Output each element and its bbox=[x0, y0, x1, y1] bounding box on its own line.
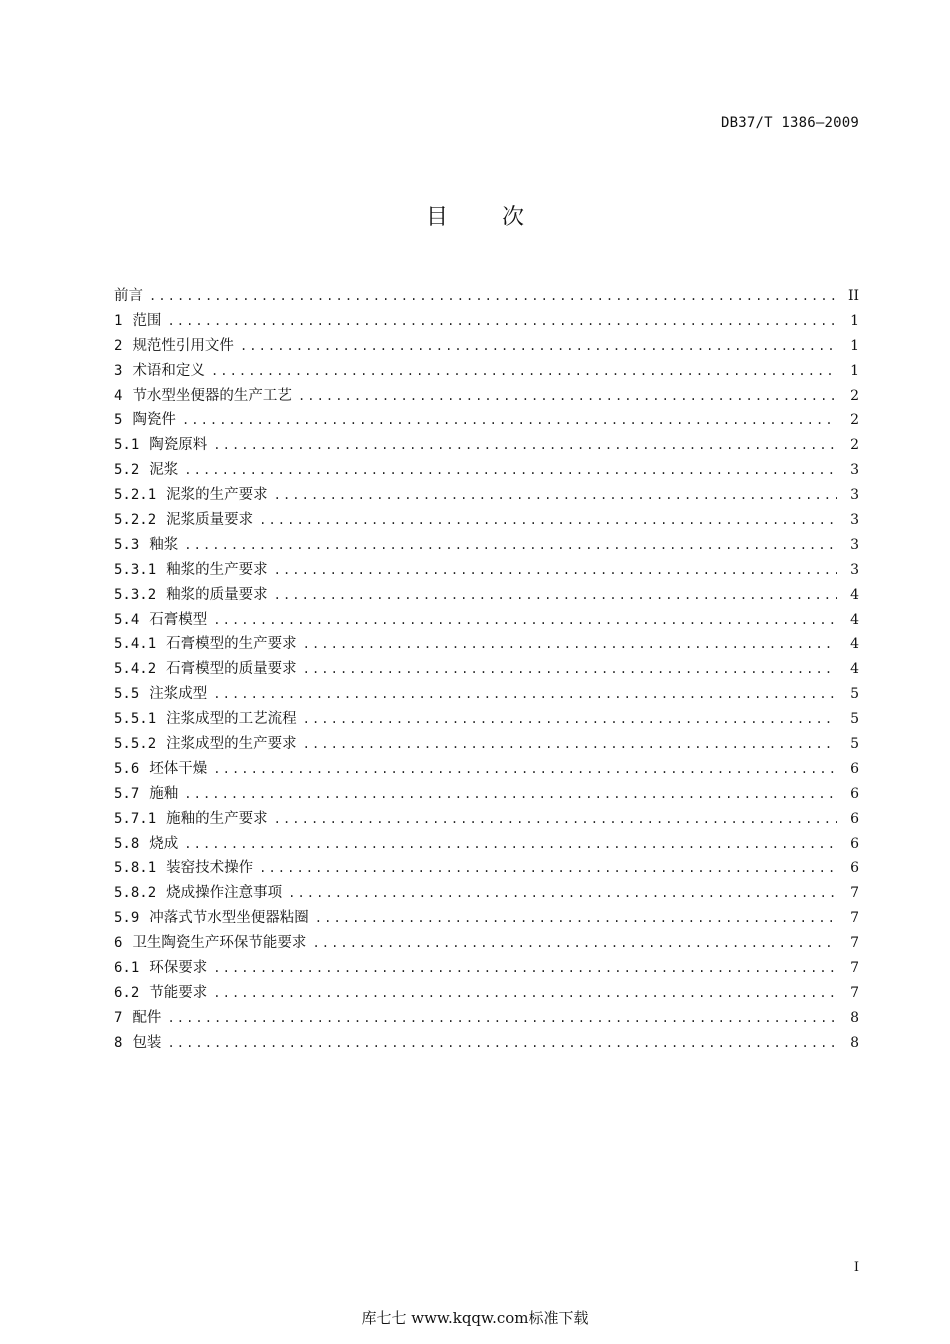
toc-entry[interactable] bbox=[114, 981, 859, 1006]
toc-dot-leader bbox=[213, 613, 837, 627]
toc-entry-number: 6.2 bbox=[114, 984, 140, 1001]
toc-entry-number: 2 bbox=[114, 337, 123, 354]
toc-dot-leader bbox=[213, 438, 837, 452]
toc-entry[interactable] bbox=[114, 807, 859, 832]
toc-entry-page: 1 bbox=[850, 337, 859, 354]
toc-entry-label: 釉浆的生产要求 bbox=[166, 561, 268, 578]
toc-entry-label: 石膏模型 bbox=[149, 611, 208, 628]
toc-entry-number: 5.2.1 bbox=[114, 487, 157, 504]
toc-dot-leader bbox=[315, 911, 837, 925]
toc-entry-page: 6 bbox=[850, 835, 859, 852]
toc-dot-leader bbox=[213, 762, 837, 776]
toc-entry[interactable] bbox=[114, 657, 859, 682]
toc-entry[interactable] bbox=[114, 359, 859, 384]
toc-entry-number: 5.8.1 bbox=[114, 860, 157, 877]
toc-dot-leader bbox=[274, 588, 837, 602]
toc-entry-number: 5.8.2 bbox=[114, 885, 157, 902]
toc-entry[interactable] bbox=[114, 956, 859, 981]
toc-entry[interactable] bbox=[114, 309, 859, 334]
toc-dot-leader bbox=[184, 463, 837, 477]
toc-entry[interactable] bbox=[114, 1031, 859, 1056]
toc-entry-page: 1 bbox=[850, 312, 859, 329]
toc-entry-page: 1 bbox=[850, 362, 859, 379]
toc-dot-leader bbox=[259, 513, 837, 527]
toc-entry-label: 装窑技术操作 bbox=[166, 860, 254, 877]
toc-entry-number: 5.5.2 bbox=[114, 736, 157, 753]
toc-entry[interactable] bbox=[114, 284, 859, 309]
toc-entry-label: 前言 bbox=[114, 288, 143, 304]
toc-entry-label: 配件 bbox=[132, 1009, 162, 1026]
toc-dot-leader bbox=[167, 1011, 837, 1025]
toc-entry-number: 5.6 bbox=[114, 760, 140, 777]
toc-entry-number: 5.3.2 bbox=[114, 586, 157, 603]
toc-entry-number: 5.1 bbox=[114, 437, 140, 454]
toc-entry[interactable] bbox=[114, 433, 859, 458]
toc-entry-label: 石膏模型的质量要求 bbox=[166, 661, 297, 678]
toc-dot-leader bbox=[211, 364, 837, 378]
page-number: I bbox=[853, 1260, 859, 1275]
toc-entry-page: 7 bbox=[850, 910, 859, 927]
toc-entry-number: 5.2 bbox=[114, 462, 140, 479]
toc-entry-page: 7 bbox=[850, 960, 859, 977]
toc-entry-page: 6 bbox=[850, 785, 859, 802]
toc-entry-page: 5 bbox=[850, 686, 859, 703]
footer-watermark: 库七七 www.kqqw.com标准下载 bbox=[361, 1309, 589, 1327]
toc-entry-page: 4 bbox=[850, 636, 859, 653]
toc-entry-page: 7 bbox=[850, 984, 859, 1001]
toc-entry-number: 5.4.1 bbox=[114, 636, 157, 653]
toc-entry-label: 釉浆 bbox=[149, 536, 179, 553]
toc-dot-leader bbox=[167, 314, 837, 328]
toc-entry-page: 3 bbox=[850, 512, 859, 529]
toc-entry-page: 4 bbox=[850, 586, 859, 603]
toc-entry[interactable] bbox=[114, 707, 859, 732]
toc-dot-leader bbox=[182, 413, 837, 427]
toc-entry-label: 施釉的生产要求 bbox=[166, 810, 268, 827]
toc-entry[interactable] bbox=[114, 732, 859, 757]
toc-entry[interactable] bbox=[114, 583, 859, 608]
document-code: DB37/T 1386—2009 bbox=[720, 115, 859, 131]
toc-entry-label: 石膏模型的生产要求 bbox=[166, 636, 297, 653]
toc-entry-label: 陶瓷件 bbox=[132, 412, 176, 429]
toc-entry-label: 术语和定义 bbox=[132, 362, 205, 379]
toc-entry-label: 卫生陶瓷生产环保节能要求 bbox=[132, 935, 307, 952]
toc-entry[interactable] bbox=[114, 1006, 859, 1031]
toc-entry[interactable] bbox=[114, 931, 859, 956]
toc-entry-number: 4 bbox=[114, 387, 123, 404]
toc-dot-leader bbox=[312, 936, 837, 950]
toc-dot-leader bbox=[298, 389, 837, 403]
toc-entry-number: 5.4 bbox=[114, 611, 140, 628]
toc-entry-number: 5.5 bbox=[114, 686, 140, 703]
toc-entry[interactable] bbox=[114, 906, 859, 931]
toc-dot-leader bbox=[240, 339, 837, 353]
toc-entry-label: 泥浆 bbox=[149, 462, 179, 479]
toc-dot-leader bbox=[184, 837, 837, 851]
toc-entry[interactable] bbox=[114, 408, 859, 433]
toc-entry[interactable] bbox=[114, 508, 859, 533]
toc-entry-page: 3 bbox=[850, 462, 859, 479]
toc-entry-number: 8 bbox=[114, 1034, 123, 1051]
toc-entry-number: 3 bbox=[114, 362, 123, 379]
toc-entry-page: 8 bbox=[850, 1034, 859, 1051]
toc-entry-page: 4 bbox=[850, 661, 859, 678]
toc-entry-label: 范围 bbox=[132, 312, 162, 329]
toc-dot-leader bbox=[184, 538, 837, 552]
toc-entry-label: 烧成 bbox=[149, 835, 179, 852]
toc-dot-leader bbox=[274, 563, 837, 577]
toc-entry-page: 2 bbox=[850, 387, 859, 404]
page-title: 目次 bbox=[425, 205, 578, 230]
toc-entry-number: 5.8 bbox=[114, 835, 140, 852]
toc-entry-page: 5 bbox=[850, 711, 859, 728]
toc-entry-page: 7 bbox=[850, 885, 859, 902]
toc-dot-leader bbox=[288, 886, 837, 900]
toc-entry-number: 5.3.1 bbox=[114, 561, 157, 578]
toc-entry-number: 6 bbox=[114, 935, 123, 952]
toc-dot-leader bbox=[149, 289, 837, 303]
toc-entry-number: 6.1 bbox=[114, 960, 140, 977]
toc-entry-number: 5.5.1 bbox=[114, 711, 157, 728]
toc-dot-leader bbox=[303, 737, 837, 751]
toc-dot-leader bbox=[274, 488, 837, 502]
toc-entry-page: 2 bbox=[850, 412, 859, 429]
toc-entry-number: 5.9 bbox=[114, 910, 140, 927]
toc-entry-page: 3 bbox=[850, 536, 859, 553]
toc-entry-page: 6 bbox=[850, 760, 859, 777]
toc-entry[interactable] bbox=[114, 608, 859, 633]
toc-entry[interactable] bbox=[114, 458, 859, 483]
toc-entry-label: 注浆成型的生产要求 bbox=[166, 736, 297, 753]
toc-dot-leader bbox=[167, 1036, 837, 1050]
toc-entry[interactable] bbox=[114, 856, 859, 881]
toc-entry[interactable] bbox=[114, 558, 859, 583]
toc-entry-number: 5.4.2 bbox=[114, 661, 157, 678]
toc-entry[interactable] bbox=[114, 682, 859, 707]
toc-entry-label: 节能要求 bbox=[149, 984, 208, 1001]
toc-dot-leader bbox=[213, 687, 837, 701]
toc-entry[interactable] bbox=[114, 757, 859, 782]
toc-entry-page: 6 bbox=[850, 810, 859, 827]
toc-dot-leader bbox=[184, 787, 837, 801]
toc-dot-leader bbox=[303, 712, 837, 726]
toc-entry-number: 5.3 bbox=[114, 536, 140, 553]
toc-entry-page: 4 bbox=[850, 611, 859, 628]
toc-entry-label: 坯体干燥 bbox=[149, 760, 208, 777]
toc-entry-number: 5.7 bbox=[114, 785, 140, 802]
toc-entry[interactable] bbox=[114, 881, 859, 906]
toc-entry-label: 泥浆质量要求 bbox=[166, 512, 254, 529]
toc-entry-number: 5.2.2 bbox=[114, 512, 157, 529]
table-of-contents bbox=[114, 284, 859, 1056]
toc-entry-number: 1 bbox=[114, 312, 123, 329]
toc-entry[interactable] bbox=[114, 384, 859, 409]
toc-dot-leader bbox=[213, 986, 837, 1000]
toc-entry-page: 6 bbox=[850, 860, 859, 877]
toc-entry-page: 3 bbox=[850, 561, 859, 578]
toc-entry-page: 8 bbox=[850, 1009, 859, 1026]
toc-entry-page: II bbox=[847, 288, 859, 304]
toc-dot-leader bbox=[213, 961, 837, 975]
toc-entry-label: 规范性引用文件 bbox=[132, 337, 234, 354]
toc-entry-label: 注浆成型 bbox=[149, 686, 208, 703]
toc-entry-label: 环保要求 bbox=[149, 960, 208, 977]
toc-entry-label: 施釉 bbox=[149, 785, 179, 802]
toc-entry[interactable] bbox=[114, 483, 859, 508]
toc-entry-number: 5.7.1 bbox=[114, 810, 157, 827]
toc-entry-page: 2 bbox=[850, 437, 859, 454]
toc-entry[interactable] bbox=[114, 782, 859, 807]
toc-entry-label: 烧成操作注意事项 bbox=[166, 885, 283, 902]
toc-dot-leader bbox=[274, 812, 837, 826]
toc-entry-label: 节水型坐便器的生产工艺 bbox=[132, 387, 292, 404]
toc-entry[interactable] bbox=[114, 632, 859, 657]
toc-entry[interactable] bbox=[114, 334, 859, 359]
toc-entry-label: 泥浆的生产要求 bbox=[166, 487, 268, 504]
toc-entry-page: 3 bbox=[850, 487, 859, 504]
toc-entry-label: 陶瓷原料 bbox=[149, 437, 208, 454]
toc-entry-number: 7 bbox=[114, 1009, 123, 1026]
toc-entry-number: 5 bbox=[114, 412, 123, 429]
toc-dot-leader bbox=[303, 662, 837, 676]
toc-dot-leader bbox=[303, 637, 837, 651]
toc-entry-page: 7 bbox=[850, 935, 859, 952]
toc-entry-page: 5 bbox=[850, 736, 859, 753]
toc-entry-label: 釉浆的质量要求 bbox=[166, 586, 268, 603]
toc-dot-leader bbox=[259, 861, 837, 875]
toc-entry-label: 包装 bbox=[132, 1034, 162, 1051]
toc-entry-label: 冲落式节水型坐便器粘圈 bbox=[149, 910, 309, 927]
toc-entry[interactable] bbox=[114, 832, 859, 857]
toc-entry-label: 注浆成型的工艺流程 bbox=[166, 711, 297, 728]
toc-entry[interactable] bbox=[114, 533, 859, 558]
